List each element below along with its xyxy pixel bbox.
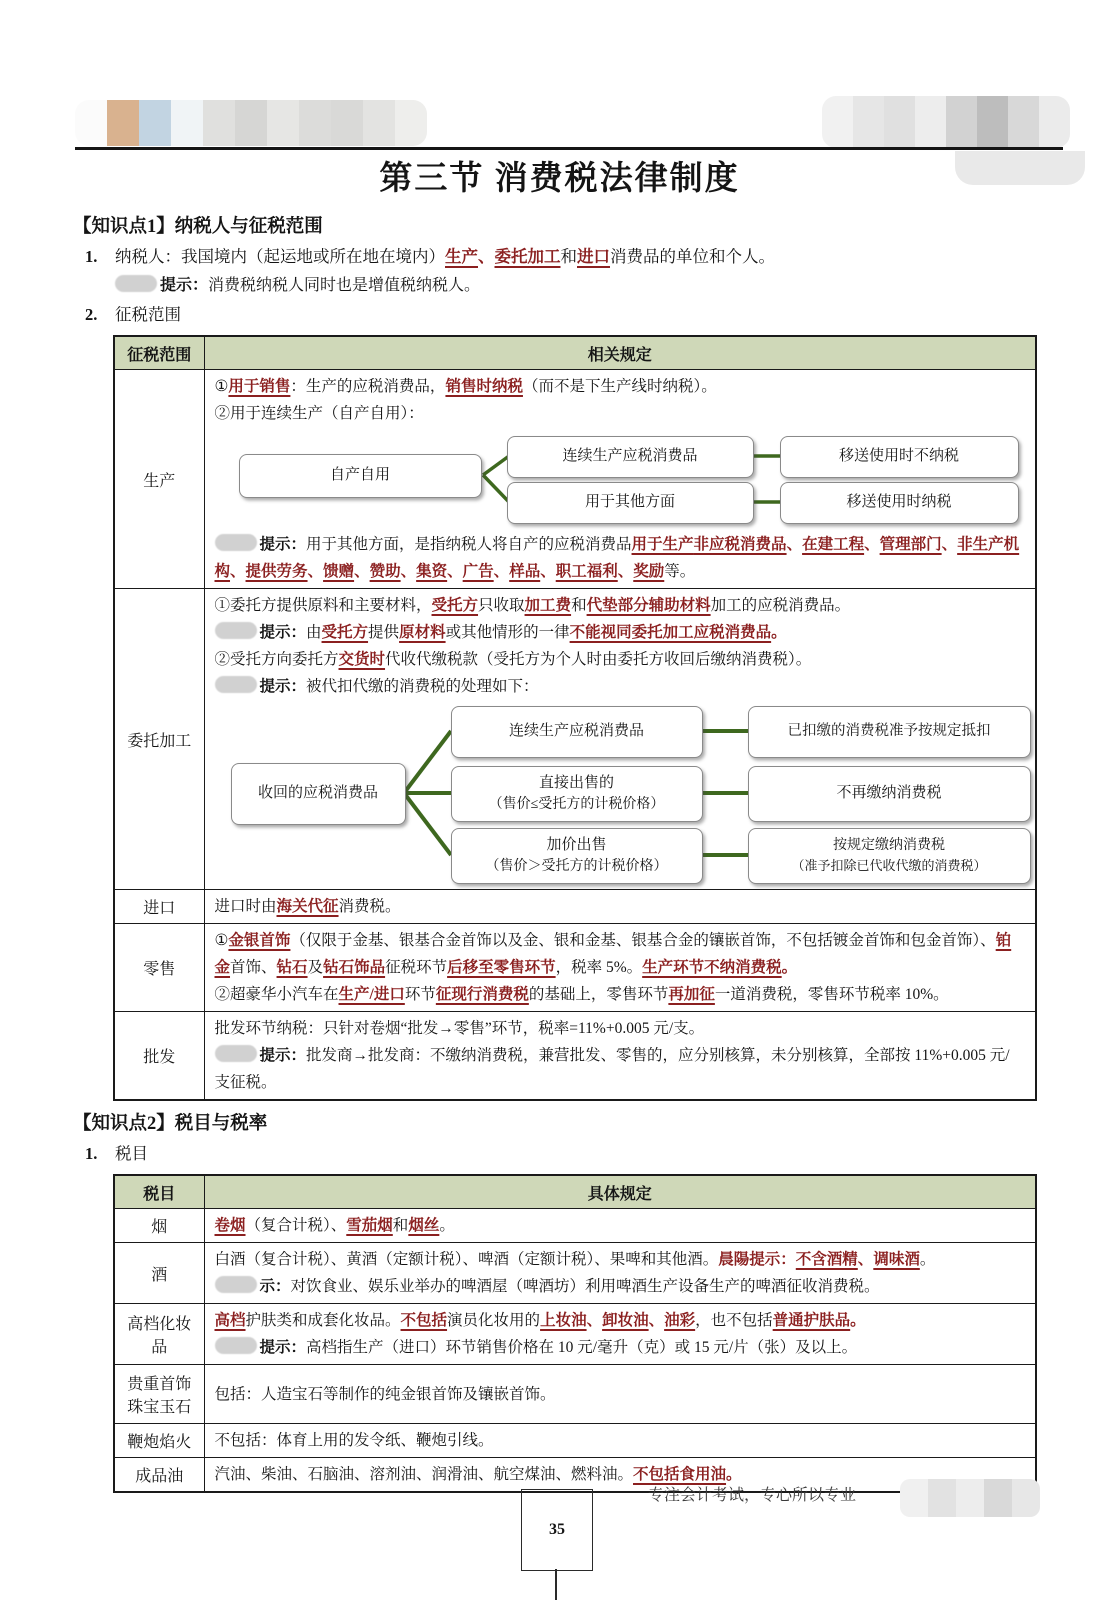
flow-box-credit-allowed: 已扣缴的消费税准予按规定抵扣 xyxy=(748,706,1031,758)
list-number: 1. xyxy=(85,1144,98,1163)
tax-scope-table xyxy=(113,335,1037,1101)
tax-items-table xyxy=(113,1174,1037,1493)
tip-text: 提示：由受托方提供原材料或其他情形的一律不能视同委托加工应税消费品。 xyxy=(215,619,1026,646)
column-header: 征税范围 xyxy=(114,336,204,370)
redacted-header-text xyxy=(822,96,1070,148)
tip-text: 提示：被代扣代缴的消费税的处理如下： xyxy=(215,673,1026,700)
flow-box-direct-sale: 直接出售的 （售价≤受托方的计税价格） xyxy=(451,766,703,822)
table-row-commissioned-processing xyxy=(114,589,1036,890)
table-row-production xyxy=(114,370,1036,589)
header-rule xyxy=(75,147,1063,150)
table-header-row xyxy=(114,1175,1036,1209)
flow-box-other-use: 用于其他方面 xyxy=(507,482,754,524)
redacted-logo xyxy=(75,100,427,146)
row-label: 委托加工 xyxy=(114,589,204,890)
rule-text: 高档护肤类和成套化妆品。不包括演员化妆用的上妆油、卸妆油、油彩，也不包括普通护肤品。 xyxy=(214,1312,866,1329)
row-label: 进口 xyxy=(114,890,204,924)
tip-text: 提示：用于其他方面，是指纳税人将自产的应税消费品用于生产非应税消费品、在建工程、管理部门、非生产机构、提供劳务、馈赠、赞助、集资、广告、样品、职工福利、奖励等。 xyxy=(214,536,1020,580)
list-item xyxy=(85,242,1119,271)
tip-text: 示：对饮食业、娱乐业举办的啤酒屋（啤酒坊）利用啤酒生产设备生产的啤酒征收消费税。 xyxy=(215,1273,1026,1300)
column-header: 税目 xyxy=(114,1175,204,1209)
rule-text: 批发环节纳税：只针对卷烟“批发→零售”环节，税率=11%+0.005 元/支。 xyxy=(214,1020,705,1037)
rule-text: 进口时由海关代征消费税。 xyxy=(214,898,401,915)
column-header: 相关规定 xyxy=(204,336,1036,370)
flowchart-production xyxy=(215,429,1031,529)
row-label: 成品油 xyxy=(114,1458,204,1493)
tax-items-label: 税目 xyxy=(115,1144,148,1163)
list-item xyxy=(85,300,1119,329)
flow-box-tax-on-transfer: 移送使用时纳税 xyxy=(780,482,1019,524)
rule-text: 卷烟（复合计税）、雪茄烟和烟丝。 xyxy=(214,1217,455,1234)
row-label: 高档化妆 品 xyxy=(114,1304,204,1365)
flow-box-continuous-production: 连续生产应税消费品 xyxy=(451,706,703,758)
tax-scope-label: 征税范围 xyxy=(115,305,181,324)
row-label: 零售 xyxy=(114,924,204,1012)
table-row-cosmetics xyxy=(114,1304,1036,1365)
flow-box-tax-per-rules: 按规定缴纳消费税 （准予扣除已代收代缴的消费税） xyxy=(748,828,1031,884)
rule-text: ①委托方提供原料和主要材料，受托方只收取加工费和代垫部分辅助材料加工的应税消费品。 xyxy=(214,597,851,614)
column-header: 具体规定 xyxy=(204,1175,1036,1209)
flowchart-commissioned-processing xyxy=(215,702,1031,884)
row-label: 贵重首饰 珠宝玉石 xyxy=(114,1365,204,1424)
table-row-jewelry xyxy=(114,1365,1036,1424)
rule-text: ①用于销售：生产的应税消费品，销售时纳税（而不是下生产线时纳税）。 xyxy=(214,378,717,395)
flow-box-markup-sale: 加价出售 （售价＞受托方的计税价格） xyxy=(451,828,703,884)
flow-box-recovered-goods: 收回的应税消费品 xyxy=(231,763,406,825)
flow-box-self-produce-use: 自产自用 xyxy=(239,454,482,498)
tip-line: 提示：消费税纳税人同时也是增值税纳税人。 xyxy=(115,271,1119,300)
page-number-stem xyxy=(555,1569,557,1600)
table-row-firecrackers xyxy=(114,1424,1036,1458)
redacted-footer-logo xyxy=(900,1479,1040,1517)
rule-text: ②用于连续生产（自产自用）： xyxy=(214,405,424,422)
rule-text: 白酒（复合计税）、黄酒（定额计税）、啤酒（定额计税）、果啤和其他酒。晨陽提示：不含酒精、调味酒。 xyxy=(214,1251,936,1268)
knowledge-point-2-heading: 【知识点2】税目与税率 xyxy=(73,1114,268,1134)
table-header-row xyxy=(114,336,1036,370)
page-number: 35 xyxy=(521,1489,593,1571)
table-row-retail xyxy=(114,924,1036,1012)
footer-slogan: 专注会计考试，专心所以专业 xyxy=(648,1487,857,1504)
rule-text: 不包括：体育上用的发令纸、鞭炮引线。 xyxy=(214,1432,494,1449)
table-row-import xyxy=(114,890,1036,924)
rule-text: ②超豪华小汽车在生产/进口环节征现行消费税的基础上，零售环节再加征一道消费税，零售环节税率 10%。 xyxy=(214,986,949,1003)
tip-text: 提示：高档指生产（进口）环节销售价格在 10 元/毫升（克）或 15 元/片（张）及以上。 xyxy=(215,1334,1026,1361)
row-label: 批发 xyxy=(114,1012,204,1101)
table-row-wholesale xyxy=(114,1012,1036,1101)
knowledge-point-1-heading: 【知识点1】纳税人与征税范围 xyxy=(73,217,323,237)
rule-text: 汽油、柴油、石脑油、溶剂油、润滑油、航空煤油、燃料油。不包括食用油。 xyxy=(214,1466,742,1483)
table-row-refined-oil xyxy=(114,1458,1036,1493)
list-number: 1. xyxy=(85,247,98,266)
page-title: 第三节 消费税法律制度 xyxy=(379,161,740,197)
row-label: 鞭炮焰火 xyxy=(114,1424,204,1458)
rule-text: 包括：人造宝石等制作的纯金银首饰及镶嵌首饰。 xyxy=(214,1385,556,1403)
row-label: 酒 xyxy=(114,1243,204,1304)
table-row-tobacco xyxy=(114,1209,1036,1243)
list-number: 2. xyxy=(85,305,98,324)
table-row-alcohol xyxy=(114,1243,1036,1304)
tip-text: 提示：批发商→批发商：不缴纳消费税，兼营批发、零售的，应分别核算，未分别核算，全部按 11%+0.005 元/支征税。 xyxy=(214,1047,1010,1091)
flow-box-no-tax-on-transfer: 移送使用时不纳税 xyxy=(780,436,1019,478)
list-item xyxy=(85,1139,1119,1168)
flow-box-no-more-tax: 不再缴纳消费税 xyxy=(748,766,1031,822)
row-label: 生产 xyxy=(114,370,204,589)
rule-text: ①金银首饰（仅限于金基、银基合金首饰以及金、银和金基、银基合金的镶嵌首饰，不包括镀金首饰和包金首饰）、铂金首饰、钻石及钻石饰品征税环节后移至零售环节，税率 5%。生产环节不纳消费税。 xyxy=(214,932,1012,976)
row-label: 烟 xyxy=(114,1209,204,1243)
flow-box-continuous-production: 连续生产应税消费品 xyxy=(507,436,754,478)
rule-text: ②受托方向委托方交货时代收代缴税款（受托方为个人时由委托方收回后缴纳消费税）。 xyxy=(214,651,812,668)
taxpayer-definition: 纳税人：我国境内（起运地或所在地在境内）生产、委托加工和进口消费品的单位和个人。 xyxy=(115,247,775,266)
